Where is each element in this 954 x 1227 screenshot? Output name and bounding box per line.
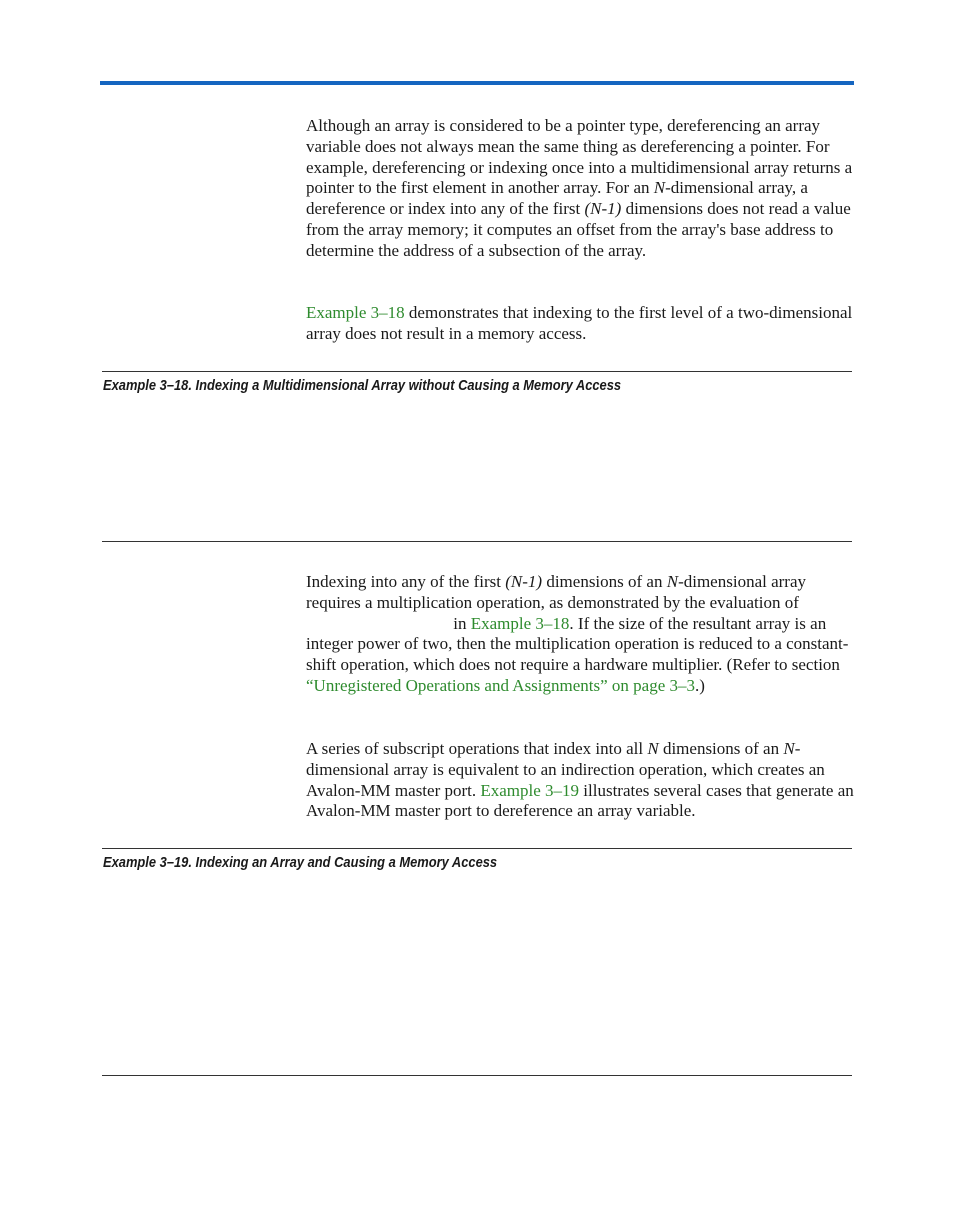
para3-text-4: in xyxy=(449,613,471,633)
example-3-19-caption: Example 3–19. Indexing an Array and Causing a Memory Access xyxy=(103,854,498,871)
para3-n: N xyxy=(666,572,679,591)
example-3-18-bottom-rule xyxy=(102,541,852,542)
para3-text-2: dimensions of an xyxy=(542,572,667,591)
example-3-18-code-area xyxy=(102,400,852,540)
paragraph-example-intro xyxy=(306,303,854,345)
example-3-18-caption: Example 3–18. Indexing a Multidimensional Array without Causing a Memory Access xyxy=(103,377,622,394)
paragraph-multiplication xyxy=(306,572,854,697)
para4-text-1: A series of subscript operations that index into all xyxy=(306,739,648,758)
link-example-3-18-b[interactable]: Example 3–18 xyxy=(470,613,570,633)
para1-text-3: dimensions does not read a value from the array memory; it computes an offset from the array's base address to determine the address of a subsection of the array. xyxy=(306,199,851,260)
link-unregistered-operations[interactable]: “Unregistered Operations and Assignments” on page 3–3 xyxy=(306,675,696,695)
para3-n-minus-1: (N-1) xyxy=(505,572,543,591)
para1-n-minus-1: (N-1) xyxy=(584,199,622,219)
para1-text-2: -dimensional array, a dereference or index into any of the first xyxy=(306,178,808,219)
para4-n: N xyxy=(647,739,659,758)
para1-text-1: Although an array is considered to be a pointer type, dereferencing an array variable does not always mean the same thing as dereferencing a pointer. For example, dereferencing or indexing once into a multidimensional array returns a pointer to the first element in another array. For an xyxy=(306,116,853,198)
example-3-19-code-area xyxy=(102,878,852,1074)
link-example-3-19[interactable]: Example 3–19 xyxy=(480,780,580,800)
example-3-19-bottom-rule xyxy=(102,1075,852,1076)
example-3-18-top-rule xyxy=(102,371,852,372)
para2-text: demonstrates that indexing to the first level of a two-dimensional array does not result in a memory access. xyxy=(306,303,853,343)
link-example-3-18[interactable]: Example 3–18 xyxy=(306,303,405,322)
para4-text-4: illustrates several cases that generate an Avalon-MM master port to dereference an array variable. xyxy=(306,780,854,821)
para1-n: N xyxy=(653,178,666,198)
example-3-19-top-rule xyxy=(102,848,852,849)
paragraph-array-pointer xyxy=(306,116,854,262)
para3-text-5: . If the size of the resultant array is an integer power of two, then the multiplication operation is reduced to a constant-shift operation, which does not require a hardware multiplier. (Refer to section xyxy=(306,613,849,675)
para4-text-2: dimensions of an xyxy=(658,739,784,758)
header-rule xyxy=(100,81,854,85)
paragraph-subscript-operations xyxy=(306,739,854,822)
para3-text-1: Indexing into any of the first xyxy=(306,572,506,591)
para3-text-6: .) xyxy=(695,675,705,695)
para4-n-2: N xyxy=(783,739,795,758)
para4-text-3: -dimensional array is equivalent to an indirection operation, which creates an Avalon-MM master port. xyxy=(306,739,825,800)
para3-text-3: -dimensional array requires a multiplication operation, as demonstrated by the evaluation of xyxy=(306,572,807,612)
